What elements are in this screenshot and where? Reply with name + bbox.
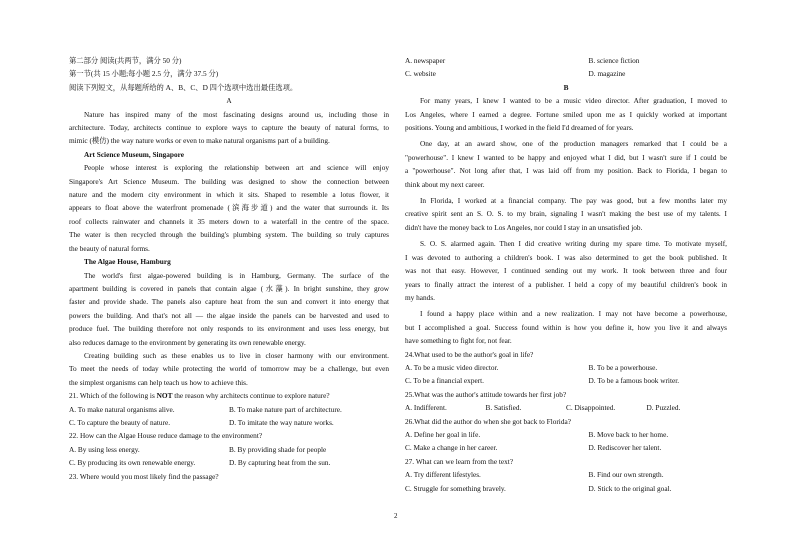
option-d[interactable]: D. Puzzled. <box>646 403 681 413</box>
text-line: creative spirit sent an S. O. S. to my brain, signaling I wasn't making the best use of my talents. I <box>405 209 727 219</box>
option-a[interactable]: A. By using less energy. <box>69 444 140 454</box>
text-line: S. O. S. alarmed again. Then I did creative writing during my spare time. To motivate myself, <box>420 239 727 249</box>
text-line: The world's first algae-powered building is in Hamburg, Germany. The surface of the <box>84 270 389 280</box>
question-21 <box>69 389 389 402</box>
passage-b-label: B <box>563 82 569 92</box>
q23-options-row1 <box>405 54 727 67</box>
passage-a-section1 <box>69 161 389 255</box>
option-b[interactable]: B. By providing shade for people <box>229 444 327 454</box>
text-line: appears to float above the waterfront promenade (滨海步道) and the water that surrounds it. Its <box>69 203 389 213</box>
passage-b-p3 <box>405 194 727 234</box>
option-c[interactable]: C. Disappointed. <box>566 403 616 413</box>
q21-options-row1 <box>69 403 389 416</box>
q27-options-row1 <box>405 468 727 481</box>
passage-a-intro <box>69 108 389 148</box>
option-d[interactable]: D. By capturing heat from the sun. <box>229 458 331 468</box>
text-line: powers the building. And that's not all — the algae inside the panels can be harvested and used to <box>69 310 389 320</box>
question-22: 22. How can the Algae House reduce damage to the environment? <box>69 431 263 441</box>
text-line: but I accomplished a goal. Success found within is how you define it, how you live it and always <box>405 322 727 332</box>
right-column <box>405 54 727 495</box>
passage-a-section2 <box>69 269 389 349</box>
text-line: Creating building such as these enables us to live in closer harmony with our environment. <box>84 350 389 360</box>
left-column <box>69 54 389 483</box>
text-line: In Florida, I worked at a financial company. The pay was good, but a few months later my <box>420 196 727 206</box>
text-line: also reduces damage to the environment by generating its own renewable energy. <box>69 337 306 347</box>
q24-options-row2 <box>405 374 727 387</box>
text-line: the beauty of natural forms. <box>69 243 150 253</box>
option-d[interactable]: D. magazine <box>588 69 626 79</box>
q24-options-row1 <box>405 361 727 374</box>
section-heading: 第二部分 阅读(共两节，满分 50 分) <box>69 56 182 65</box>
passage-a-label: A <box>226 96 232 106</box>
option-a[interactable]: A. To be a music video director. <box>405 362 499 372</box>
page-number: 2 <box>394 512 398 520</box>
text-line: my hands. <box>405 292 435 302</box>
text-line: architecture. Today, architects continue to explore ways to capture the beauty of natural forms, to <box>69 123 389 133</box>
text-line: have something to fight for, not fear. <box>405 336 512 346</box>
option-b[interactable]: B. Move back to her home. <box>588 429 669 439</box>
text-line: a "powerhouse". Not long after that, I was laid off from my position. Back to Florida, I began to <box>405 166 727 176</box>
option-c[interactable]: C. Make a change in her career. <box>405 443 498 453</box>
section-title-art-science-museum: Art Science Museum, Singapore <box>84 149 184 159</box>
text-line: roof collects rainwater and channels it 35 meters down to a waterfall in the centre of the space. <box>69 216 389 226</box>
text-line: didn't have the money back to Los Angeles, nor could I stay in an unsatisfied job. <box>405 222 643 232</box>
q25-options-row <box>405 401 727 414</box>
text-line: faster and provide shade. The panels also capture heat from the sun and convert it into energy that <box>69 297 389 307</box>
question-23: 23. Where would you most likely find the passage? <box>69 471 219 481</box>
q21-options-row2 <box>69 416 389 429</box>
text-line: I found a happy place within and a new realization. I may not have become a powerhouse, <box>420 309 727 319</box>
text-line: positions. Young and ambitious, I worked in the field I'd dreamed of for years. <box>405 123 634 133</box>
text-line: I was devoted to authoring a children's book. I was also determined to get the book published. It <box>405 252 727 262</box>
passage-b-p2 <box>405 137 727 191</box>
option-c[interactable]: C. Struggle for something bravely. <box>405 483 506 493</box>
text-line: The water is then recycled through the building's plumbing system. The building so truly captures <box>69 230 389 240</box>
passage-b-p4 <box>405 237 727 304</box>
section-title-algae-house: The Algae House, Hamburg <box>84 257 171 267</box>
option-d[interactable]: D. Rediscover her talent. <box>588 443 662 453</box>
text-line: Singapore's Art Science Museum. The building was designed to show the connection between <box>69 176 389 186</box>
text-line: Los Angeles, where I earned a degree. Fortune smiled upon me as I quickly worked at important <box>405 109 727 119</box>
question-24: 24.What used to be the author's goal in life? <box>405 349 534 359</box>
text-line: Nature has inspired many of the most fascinating designs around us, including those in <box>84 109 389 119</box>
question-27: 27. What can we learn from the text? <box>405 456 514 466</box>
option-a[interactable]: A. Try different lifestyles. <box>405 470 481 480</box>
option-d[interactable]: D. To be a famous book writer. <box>588 376 680 386</box>
subsection-heading: 第一节(共 15 小题;每小题 2.5 分，满分 37.5 分) <box>69 69 219 79</box>
option-a[interactable]: A. To make natural organisms alive. <box>69 404 175 414</box>
text-line: apartment building is covered in panels that contain algae (水藻). In bright sunshine, they grow <box>69 283 389 293</box>
q26-options-row1 <box>405 428 727 441</box>
text-line: People whose interest is exploring the relationship between art and science will enjoy <box>84 163 389 173</box>
text-line: was not that easy. However, I continued sending out my work. It took between three and four <box>405 266 727 276</box>
q23-options-row2 <box>405 67 727 80</box>
option-d[interactable]: D. Stick to the original goal. <box>588 483 672 493</box>
option-a[interactable]: A. newspaper <box>405 56 446 65</box>
text-line: think about my next career. <box>405 179 485 189</box>
text-line: produce fuel. The building therefore not only responds to its environment and uses less energy, but <box>69 324 389 334</box>
option-b[interactable]: B. science fiction <box>588 56 640 65</box>
question-26: 26.What did the author do when she got back to Florida? <box>405 416 571 426</box>
option-a[interactable]: A. Indifferent. <box>405 403 447 413</box>
q22-options-row2 <box>69 456 389 469</box>
q22-options-row1 <box>69 443 389 456</box>
text-line: For many years, I knew I wanted to be a music video director. After graduation, I moved to <box>420 96 727 106</box>
instructions: 阅读下列短文，从每题所给的 A、B、C、D 四个选项中选出最佳选项。 <box>69 82 298 92</box>
q26-options-row2 <box>405 441 727 454</box>
passage-b-p1 <box>405 94 727 134</box>
option-b[interactable]: B. Find our own strength. <box>588 470 664 480</box>
option-b[interactable]: B. To be a powerhouse. <box>588 362 658 372</box>
option-b[interactable]: B. To make nature part of architecture. <box>229 404 342 414</box>
question-text: 21. Which of the following is <box>69 391 157 401</box>
text-line: "powerhouse". I knew I wanted to be happy and enjoyed what I did, but I wasn't sure if I could be <box>405 152 727 162</box>
option-c[interactable]: C. To capture the beauty of nature. <box>69 417 171 427</box>
option-c[interactable]: C. By producing its own renewable energy. <box>69 458 196 468</box>
option-d[interactable]: D. To imitate the way nature works. <box>229 417 334 427</box>
passage-b-p5 <box>405 307 727 347</box>
text-line: To meet the needs of today while protecting the world of tomorrow may be a challenge, but even <box>69 364 389 374</box>
q27-options-row2 <box>405 482 727 495</box>
question-text: the reason why architects continue to explore nature? <box>172 391 330 401</box>
question-emphasis: NOT <box>156 391 173 401</box>
passage-a-closing <box>69 349 389 389</box>
text-line: mimic (模仿) the way nature works or even to make natural organisms part of a building. <box>69 136 330 146</box>
text-line: the simplest organisms can help teach us how to achieve this. <box>69 377 248 387</box>
option-b[interactable]: B. Satisfied. <box>485 403 522 413</box>
option-a[interactable]: A. Define her goal in life. <box>405 429 481 439</box>
text-line: years to finally attract the interest of a publisher. I held a copy of my beautiful children's book in <box>405 279 727 289</box>
text-line: nature and the modern city environment in which it sits. Shaped to resemble a lotus flower, it <box>69 190 389 200</box>
text-line: One day, at an award show, one of the production managers remarked that I could be a <box>420 139 727 149</box>
option-c[interactable]: C. To be a financial expert. <box>405 376 484 386</box>
question-25: 25.What was the author's attitude towards her first job? <box>405 389 567 399</box>
option-c[interactable]: C. website <box>405 69 436 79</box>
